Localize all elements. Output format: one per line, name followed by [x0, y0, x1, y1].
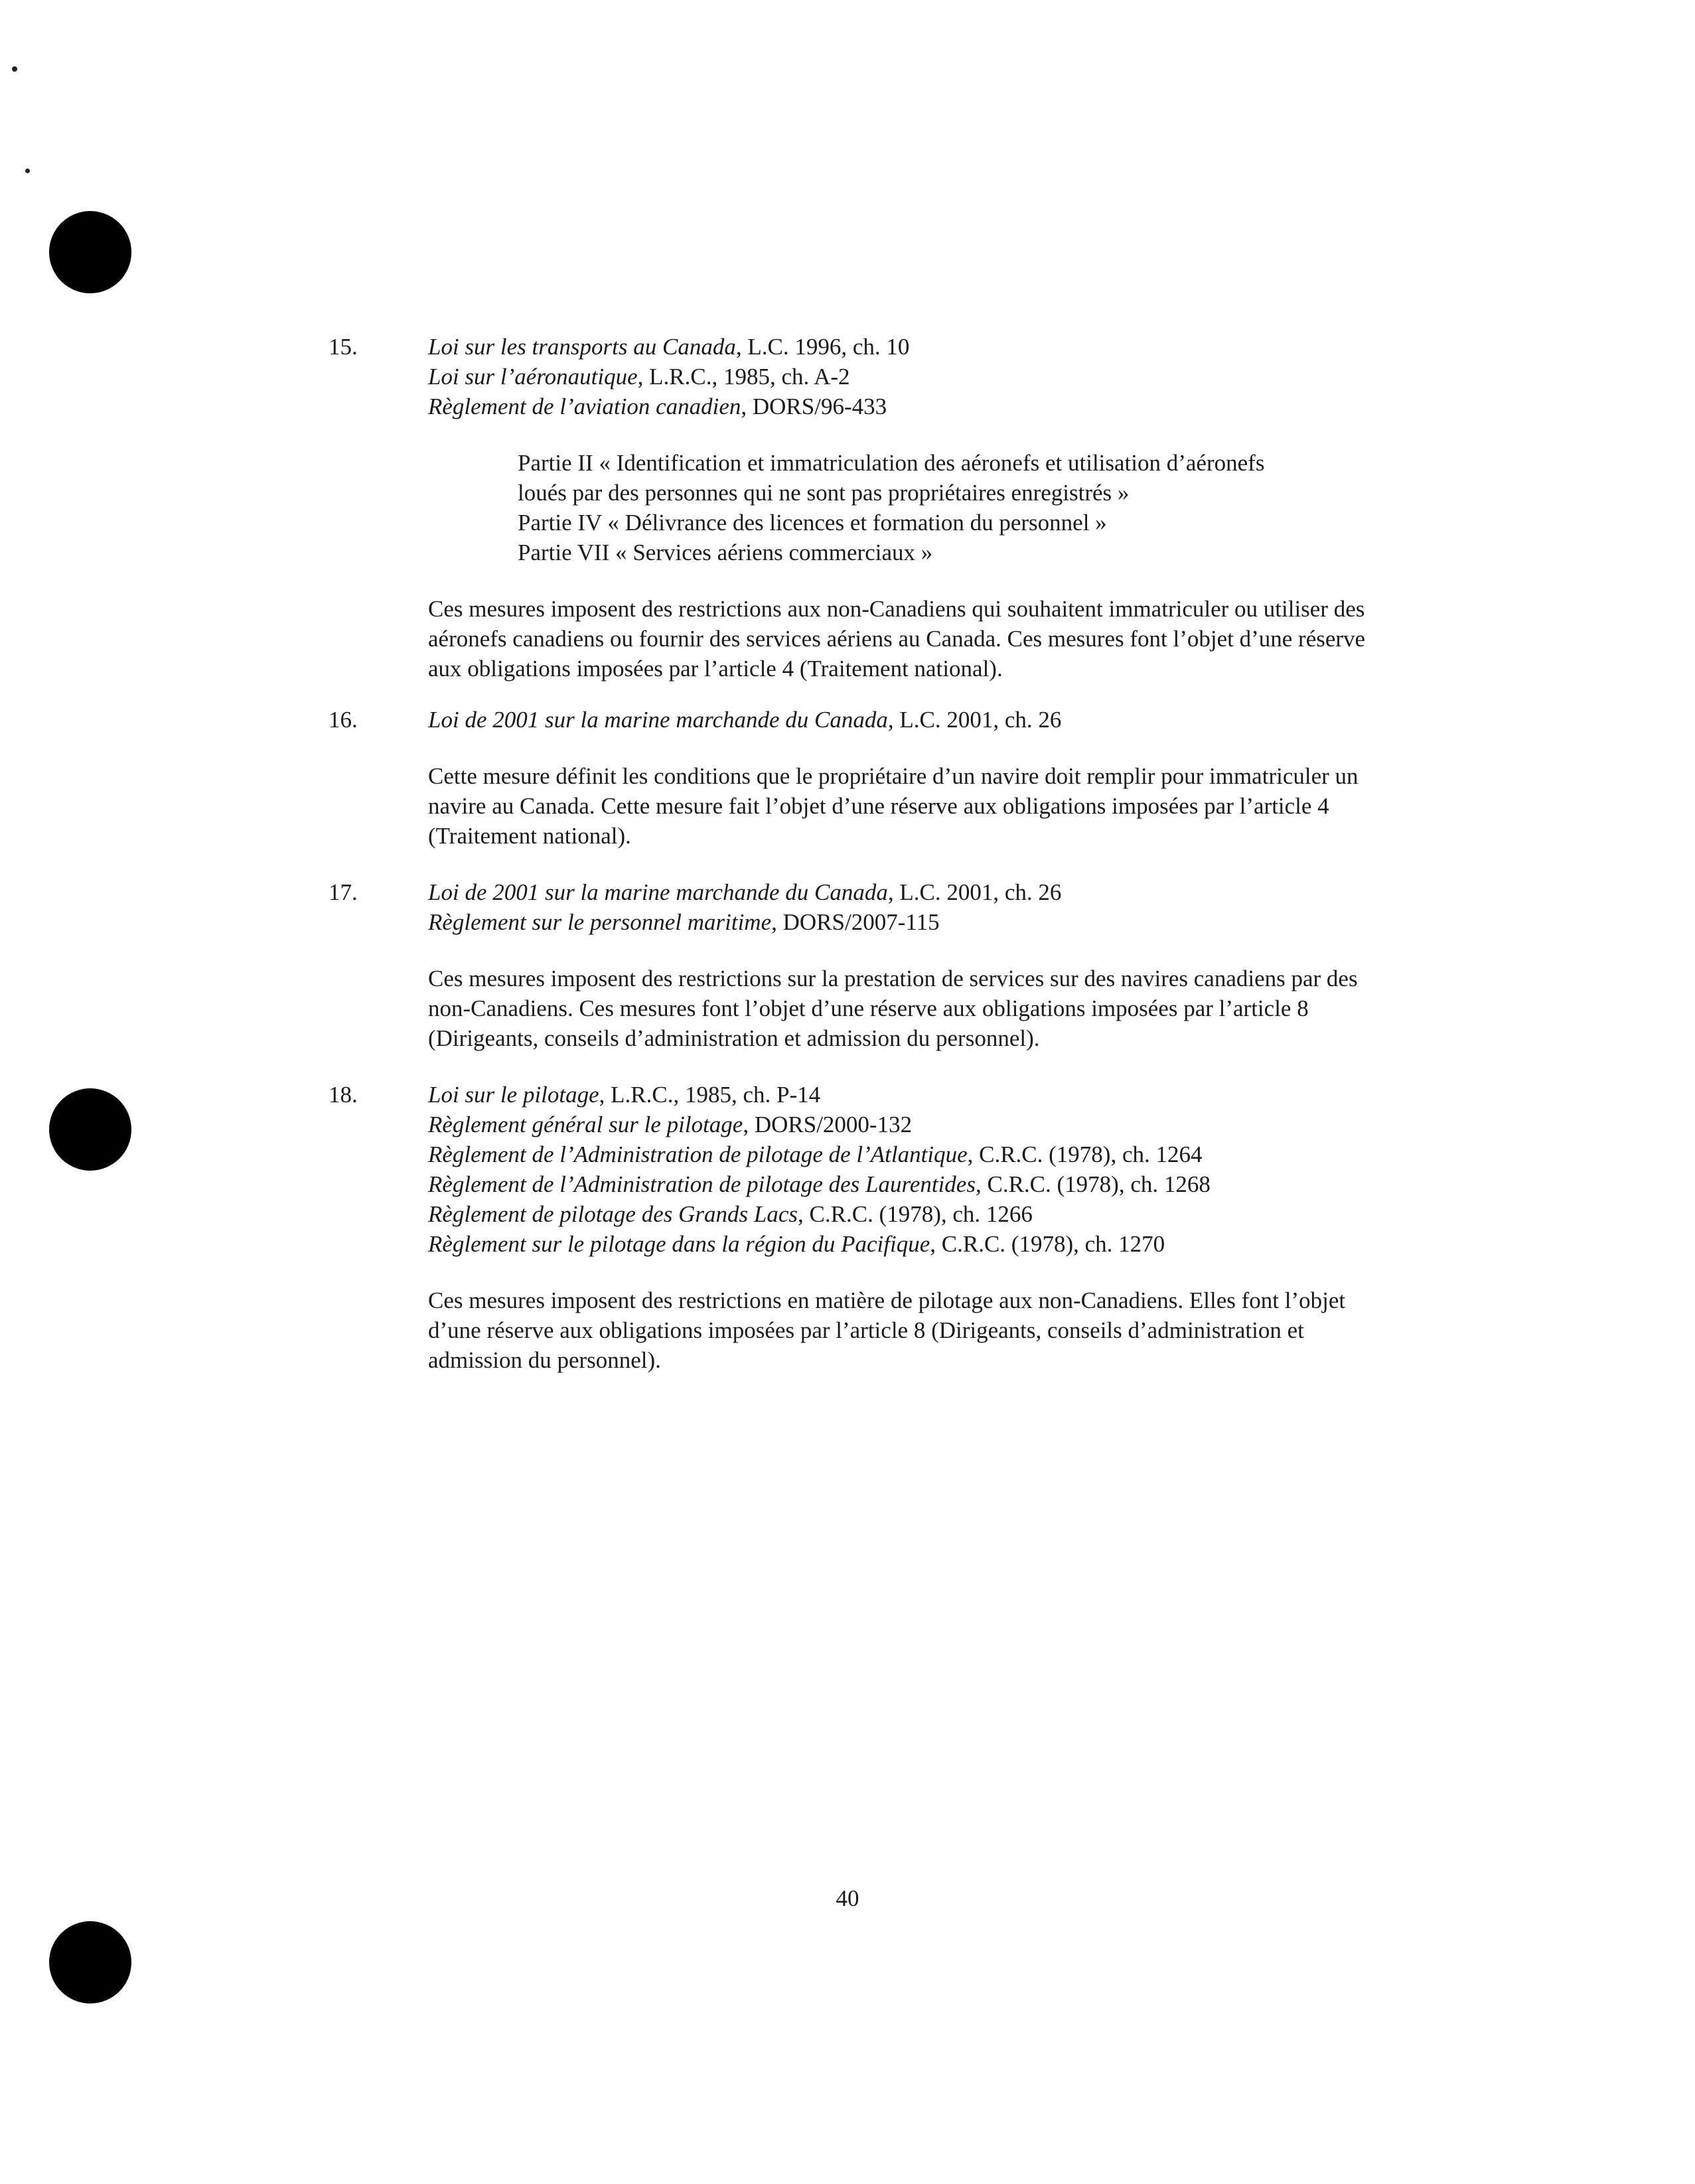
reference-citation: , L.R.C., 1985, ch. A-2 [637, 364, 850, 390]
reference-title: Règlement de l’aviation canadien [428, 394, 741, 419]
reference-citation: , L.C. 2001, ch. 26 [887, 707, 1062, 733]
legal-reference [428, 1169, 1370, 1199]
legal-reference [428, 877, 1370, 907]
scan-speck [25, 169, 30, 173]
reference-title: Règlement de pilotage des Grands Lacs [428, 1201, 798, 1227]
reference-title: Règlement sur le pilotage dans la région du Pacifique [428, 1231, 930, 1257]
reference-title: Loi sur le pilotage [428, 1082, 599, 1108]
regulation-parts [518, 448, 1370, 567]
regulation-part-line: Partie IV « Délivrance des licences et formation du personnel » [518, 510, 1107, 536]
reference-citation: , L.R.C., 1985, ch. P-14 [599, 1082, 821, 1108]
legal-reference [428, 1080, 1370, 1110]
item-description: Ces mesures imposent des restrictions sur la prestation de services sur des navires canadiens par des non-Canadiens. Ces mesures font l’objet d’une réserve aux obligations imposées par l’article 8 (Dirigeants, conseils d’administration et admission du personnel). [428, 966, 1358, 1051]
legal-reference [428, 362, 1370, 392]
reference-title: Loi sur l’aéronautique [428, 364, 638, 390]
reference-citation: , DORS/96-433 [741, 394, 887, 419]
legal-reference [428, 907, 1370, 937]
legal-reference [428, 392, 1370, 421]
item-number: 16. [329, 707, 358, 733]
item-description: Ces mesures imposent des restrictions en matière de pilotage aux non-Canadiens. Elles font l’objet d’une réserve aux obligations imposées par l’article 8 (Dirigeants, conseils d’administration et admission du personnel). [428, 1287, 1346, 1373]
reference-title: Loi sur les transports au Canada [428, 334, 736, 360]
item-body [428, 332, 1370, 684]
legal-reference [428, 332, 1370, 362]
punch-hole-bottom [49, 1921, 131, 2003]
punch-hole-top [49, 211, 131, 293]
legal-reference [428, 1139, 1370, 1169]
legal-reference [428, 1110, 1370, 1139]
reference-title: Règlement de l’Administration de pilotage de l’Atlantique [428, 1141, 968, 1167]
reference-title: Loi de 2001 sur la marine marchande du Canada [428, 707, 888, 733]
reference-citation: , C.R.C. (1978), ch. 1270 [930, 1231, 1165, 1257]
reference-citation: , DORS/2007-115 [771, 909, 940, 935]
page-number: 40 [836, 1885, 859, 1911]
item-number: 15. [329, 334, 358, 360]
reference-citation: , DORS/2000-132 [743, 1112, 913, 1137]
punch-hole-middle [49, 1088, 131, 1171]
reference-citation: , C.R.C. (1978), ch. 1264 [967, 1141, 1203, 1167]
reference-citation: , C.R.C. (1978), ch. 1266 [798, 1201, 1033, 1227]
scan-speck [12, 66, 17, 72]
item-description: Cette mesure définit les conditions que le propriétaire d’un navire doit remplir pour immatriculer un navire au Canada. Cette mesure fait l’objet d’une réserve aux obligations imposées par l’article 4 (Traitement national). [428, 763, 1359, 849]
item-description: Ces mesures imposent des restrictions aux non-Canadiens qui souhaitent immatriculer ou utiliser des aéronefs canadiens ou fournir des services aériens au Canada. Ces mesures font l’objet d’une réserve aux obligations imposées par l’article 4 (Traitement national). [428, 596, 1366, 682]
item-body [428, 877, 1370, 1053]
legal-reference [428, 1199, 1370, 1229]
reference-title: Loi de 2001 sur la marine marchande du Canada [428, 879, 888, 905]
item-number: 18. [329, 1082, 358, 1108]
reference-title: Règlement général sur le pilotage [428, 1112, 743, 1137]
reference-title: Règlement sur le personnel maritime [428, 909, 772, 935]
legal-reference [428, 1229, 1370, 1259]
item-body [428, 1080, 1370, 1375]
legal-reference [428, 705, 1370, 735]
item-number: 17. [329, 879, 358, 905]
regulation-part-line: Partie II « Identification et immatriculation des aéronefs et utilisation d’aéronefs [518, 450, 1265, 476]
item-body [428, 705, 1370, 851]
reference-title: Règlement de l’Administration de pilotage des Laurentides [428, 1171, 976, 1197]
reference-citation: , L.C. 2001, ch. 26 [887, 879, 1062, 905]
regulation-part-line: loués par des personnes qui ne sont pas propriétaires enregistrés » [518, 480, 1130, 506]
regulation-part-line: Partie VII « Services aériens commerciaux » [518, 540, 933, 565]
reference-citation: , L.C. 1996, ch. 10 [735, 334, 910, 360]
reference-citation: , C.R.C. (1978), ch. 1268 [975, 1171, 1211, 1197]
